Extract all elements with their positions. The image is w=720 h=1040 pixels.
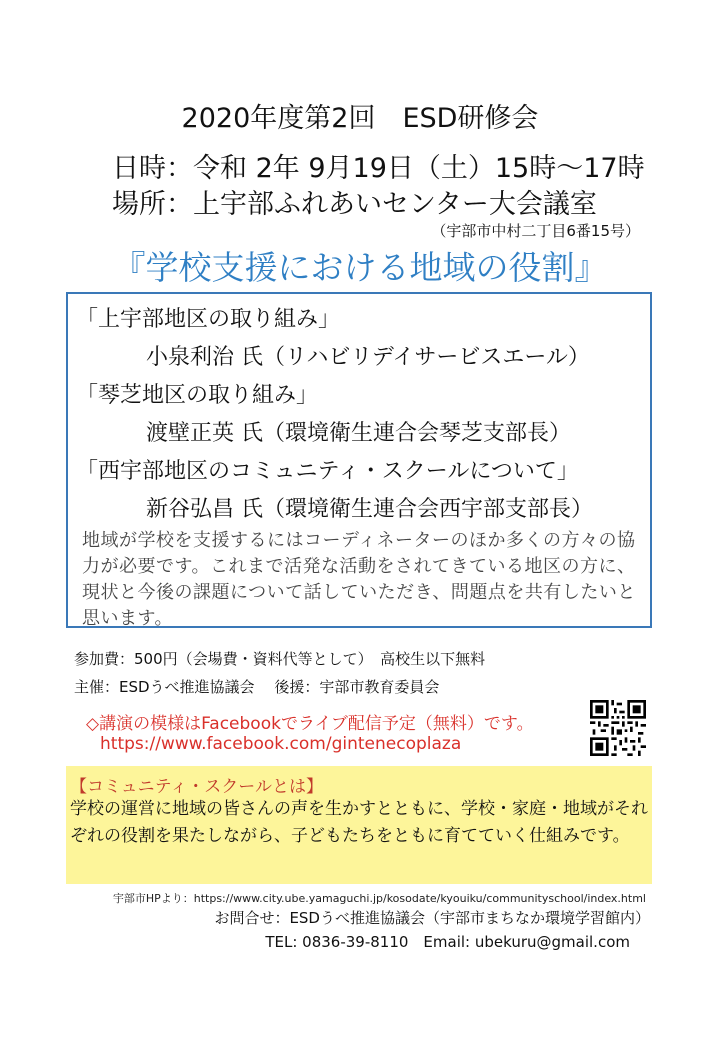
- talk-speaker-3: 新谷弘昌 氏（環境衛生連合会西宇部支部長）: [146, 497, 593, 522]
- source-reference: 宇部市HPより：https://www.city.ube.yamaguchi.jp/kosodate/kyouiku/communityschool/index.html: [112, 892, 646, 905]
- livestream-notice: ◇講演の模様はFacebookでライブ配信予定（無料）です。: [86, 714, 534, 734]
- organizer-info: 主催：ESDうべ推進協議会 後援：宇部市教育委員会: [74, 678, 440, 696]
- event-theme: 『学校支援における地域の役割』: [112, 248, 608, 287]
- program-box: [66, 292, 652, 628]
- talk-title-1: 「上宇部地区の取り組み」: [76, 307, 341, 332]
- community-school-title: 【コミュニティ・スクールとは】: [70, 777, 323, 797]
- community-school-box: [66, 766, 652, 884]
- facebook-link[interactable]: https://www.facebook.com/gintenecoplaza: [100, 734, 462, 754]
- venue-address: （宇部市中村二丁目6番15号）: [431, 222, 640, 240]
- talk-speaker-1: 小泉利治 氏（リハビリデイサービスエール）: [146, 345, 590, 370]
- contact-info: お問合せ：ESDうべ推進協議会（宇部市まちなか環境学習館内）: [214, 909, 650, 927]
- talk-speaker-2: 渡壁正英 氏（環境衛生連合会琴芝支部長）: [146, 421, 571, 446]
- page-title: 2020年度第2回 ESD研修会: [181, 103, 539, 134]
- event-datetime: 日時：令和 2年 9月19日（土）15時～17時: [112, 153, 645, 184]
- event-venue: 場所：上宇部ふれあいセンター大会議室: [112, 189, 597, 220]
- qr-code-icon[interactable]: [590, 700, 646, 756]
- tel-email: TEL: 0836-39-8110 Email: ubekuru@gmail.com: [265, 933, 630, 951]
- participation-fee: 参加費：500円（会場費・資料代等として） 高校生以下無料: [74, 650, 486, 668]
- talk-title-2: 「琴芝地区の取り組み」: [76, 383, 319, 408]
- program-description: 地域が学校を支援するにはコーディネーターのほか多くの方々の協力が必要です。これまで活発な活動をされてきている地区の方に、現状と今後の課題について話していただき、問題点を共有したいと思います。: [82, 530, 636, 629]
- community-school-body: 学校の運営に地域の皆さんの声を生かすとともに、学校・家庭・地域がそれぞれの役割を果たしながら、子どもたちをともに育てていく仕組みです。: [70, 799, 648, 846]
- talk-title-3: 「西宇部地区のコミュニティ・スクールについて」: [76, 459, 579, 484]
